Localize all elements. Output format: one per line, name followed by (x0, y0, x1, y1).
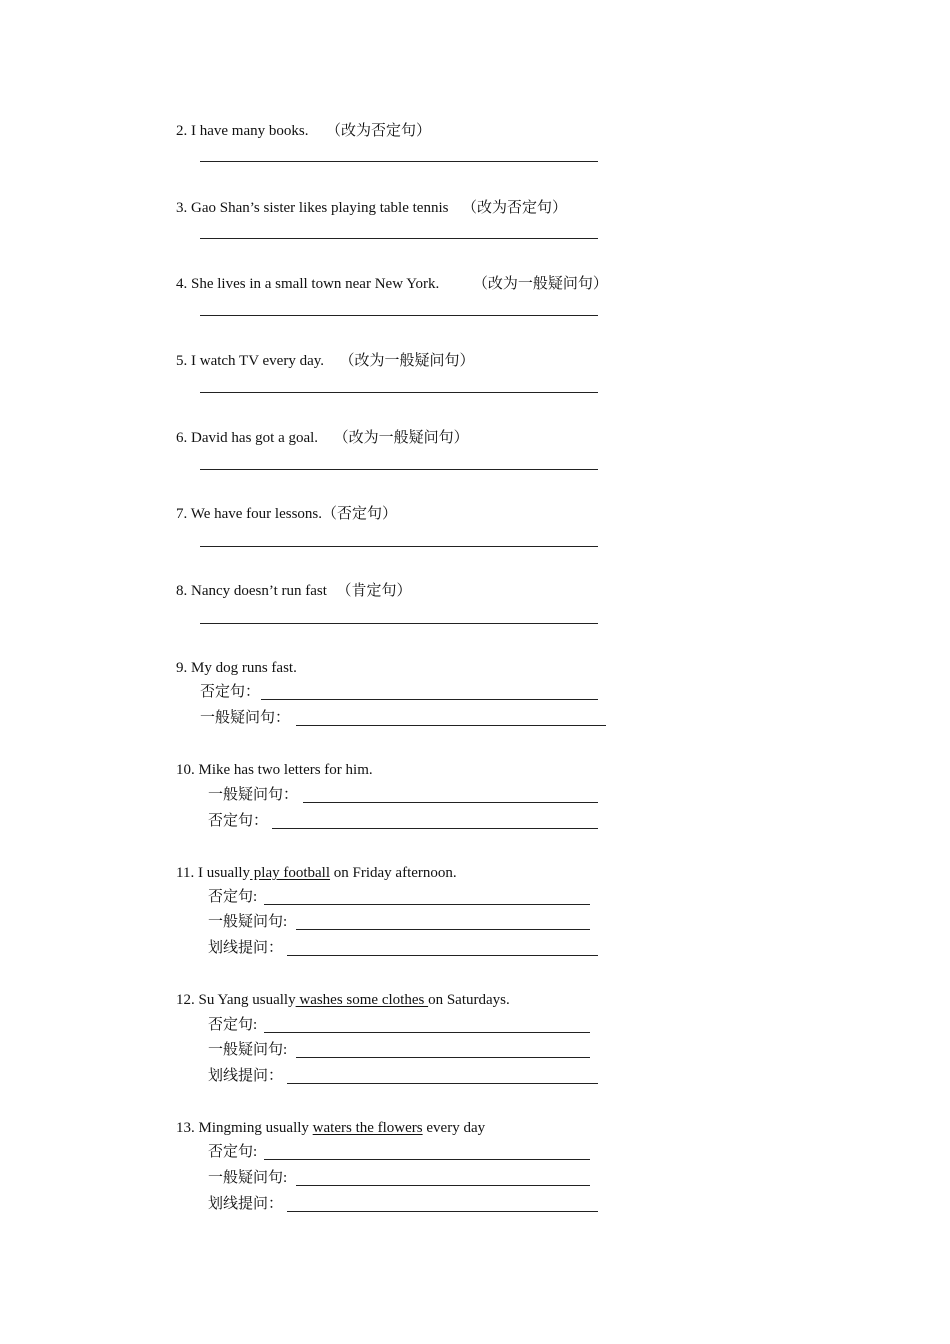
question-text: I have many books. (191, 123, 309, 139)
question-number: 12. (176, 992, 195, 1008)
question-4 (176, 275, 608, 293)
question-text-end: every day (422, 1120, 486, 1136)
question-text: She lives in a small town near New York. (191, 276, 440, 292)
answer-line[interactable] (200, 392, 598, 393)
instruction-note: （肯定句） (336, 583, 412, 599)
question-10 (176, 761, 373, 779)
wh-question-label: 划线提问： (208, 1068, 284, 1084)
instruction-note: （否定句） (322, 506, 398, 522)
yes-no-question-answer-line[interactable] (296, 1185, 590, 1186)
wh-question-answer-line[interactable] (287, 1083, 598, 1084)
instruction-note: （改为一般疑问句） (333, 430, 469, 446)
yes-no-question-answer-line[interactable] (296, 1057, 590, 1058)
question-text: My dog runs fast. (191, 660, 297, 676)
wh-question-label: 划线提问： (208, 1196, 284, 1212)
question-number: 11. (176, 865, 195, 881)
question-9 (176, 659, 297, 677)
answer-line[interactable] (200, 161, 598, 162)
yes-no-question-label: 一般疑问句： (200, 710, 291, 726)
negative-answer-line[interactable] (264, 1159, 590, 1160)
question-5 (176, 352, 475, 370)
underlined-phrase: washes some clothes (295, 992, 429, 1008)
question-text: Gao Shan’s sister likes playing table tennis (191, 200, 449, 216)
negative-answer-line[interactable] (264, 1032, 590, 1033)
question-2 (176, 122, 431, 140)
question-text-start: Mingming usually (198, 1120, 313, 1136)
question-number: 9. (176, 660, 188, 676)
answer-line[interactable] (200, 469, 598, 470)
yes-no-question-answer-line[interactable] (296, 929, 590, 930)
question-text-end: on Friday afternoon. (330, 865, 457, 881)
question-text: I watch TV every day. (191, 353, 325, 369)
underlined-phrase: waters the flowers (312, 1120, 423, 1136)
yes-no-question-answer-line[interactable] (303, 802, 598, 803)
question-number: 13. (176, 1120, 195, 1136)
question-number: 8. (176, 583, 188, 599)
instruction-note: （改为否定句） (461, 200, 567, 216)
question-text-start: Su Yang usually (198, 992, 296, 1008)
question-13 (176, 1119, 485, 1137)
question-number: 4. (176, 276, 188, 292)
instruction-note: （改为一般疑问句） (472, 276, 608, 292)
question-number: 7. (176, 506, 188, 522)
wh-question-label: 划线提问： (208, 940, 284, 956)
negative-answer-line[interactable] (261, 699, 598, 700)
negative-label: 否定句: (208, 889, 258, 905)
question-text-end: on Saturdays. (428, 992, 510, 1008)
negative-answer-line[interactable] (264, 904, 590, 905)
question-12 (176, 991, 510, 1009)
question-number: 10. (176, 762, 195, 778)
question-number: 2. (176, 123, 188, 139)
question-text: David has got a goal. (191, 430, 319, 446)
negative-label: 否定句： (200, 684, 261, 700)
negative-answer-line[interactable] (272, 828, 598, 829)
yes-no-question-label: 一般疑问句: (208, 1170, 288, 1186)
answer-line[interactable] (200, 623, 598, 624)
answer-line[interactable] (200, 238, 598, 239)
question-number: 3. (176, 200, 188, 216)
question-3 (176, 199, 567, 217)
question-7 (176, 505, 397, 523)
question-11 (176, 864, 457, 882)
underlined-phrase: play football (250, 865, 331, 881)
instruction-note: （改为否定句） (325, 123, 431, 139)
negative-label: 否定句: (208, 1144, 258, 1160)
question-text-start: I usually (197, 865, 251, 881)
negative-label: 否定句： (208, 813, 269, 829)
yes-no-question-label: 一般疑问句: (208, 914, 288, 930)
question-text: We have four lessons. (190, 506, 322, 522)
wh-question-answer-line[interactable] (287, 955, 598, 956)
question-text: Mike has two letters for him. (198, 762, 373, 778)
instruction-note: （改为一般疑问句） (339, 353, 475, 369)
yes-no-question-label: 一般疑问句： (208, 787, 299, 803)
answer-line[interactable] (200, 315, 598, 316)
yes-no-question-answer-line[interactable] (296, 725, 606, 726)
question-text: Nancy doesn’t run fast (191, 583, 327, 599)
wh-question-answer-line[interactable] (287, 1211, 598, 1212)
negative-label: 否定句: (208, 1017, 258, 1033)
question-number: 5. (176, 353, 188, 369)
question-number: 6. (176, 430, 188, 446)
answer-line[interactable] (200, 546, 598, 547)
question-6 (176, 429, 469, 447)
yes-no-question-label: 一般疑问句: (208, 1042, 288, 1058)
question-8 (176, 582, 411, 600)
